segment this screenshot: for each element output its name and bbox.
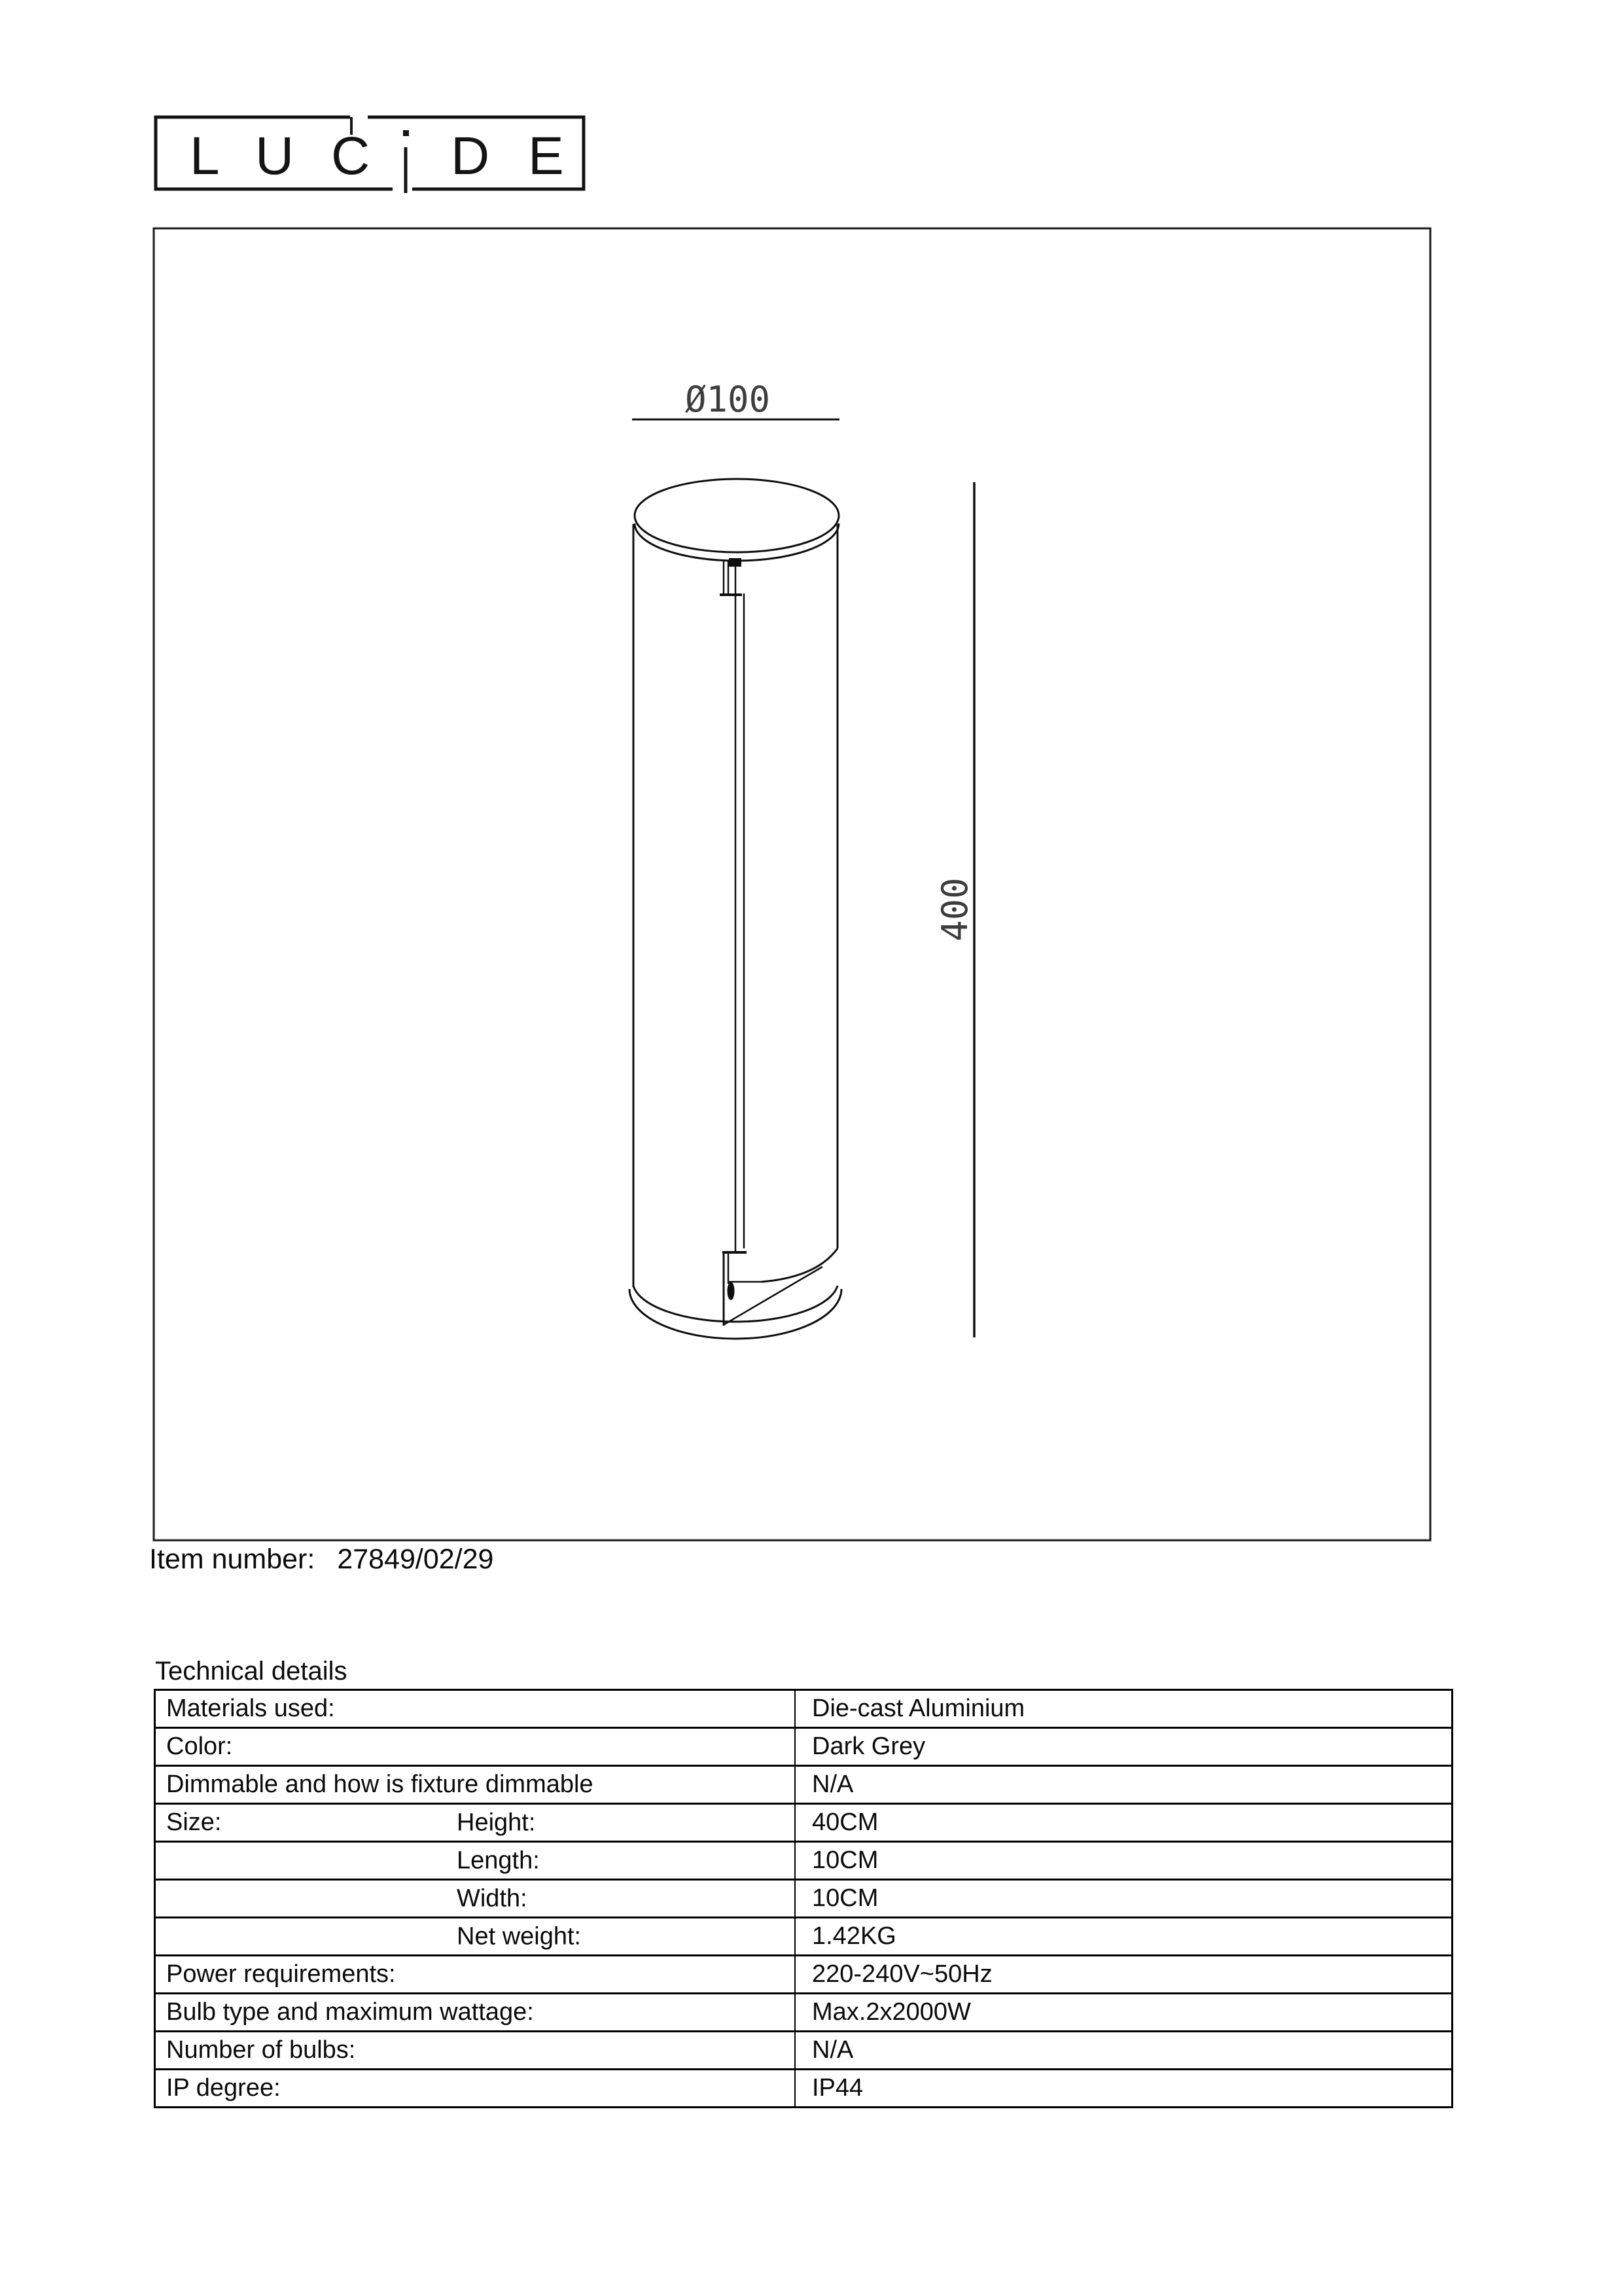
logo-letter-u: U	[255, 126, 294, 186]
row-label	[156, 1922, 166, 1950]
row-label: Materials used:	[166, 1695, 335, 1722]
table-row	[155, 1728, 1453, 1766]
cutaway-back-rim-curve	[762, 1248, 837, 1282]
table-row	[155, 1766, 1453, 1804]
row-sublabel: Width:	[457, 1884, 527, 1912]
height-dimension-label: 400	[934, 877, 976, 942]
row-value: Dark Grey	[795, 1728, 1453, 1766]
logo-letter-c: C	[331, 126, 370, 186]
item-number-value: 27849/02/29	[337, 1544, 494, 1575]
row-value: 40CM	[795, 1804, 1453, 1842]
row-label: IP degree:	[166, 2074, 281, 2102]
table-row	[155, 1880, 1453, 1918]
item-number-line	[149, 1543, 493, 1576]
table-row	[155, 1842, 1453, 1880]
row-sublabel: Length:	[457, 1846, 540, 1874]
table-row	[155, 1690, 1453, 1728]
row-label: Dimmable and how is fixture dimmable	[166, 1771, 593, 1798]
dimension-annotations	[632, 379, 976, 1337]
row-label: Number of bulbs:	[166, 2036, 356, 2064]
row-value: Die-cast Aluminium	[795, 1690, 1453, 1728]
row-label: Bulb type and maximum wattage:	[166, 1998, 534, 2026]
logo-letter-d: D	[451, 126, 490, 186]
row-label: Size:	[166, 1809, 222, 1836]
base-plate-bottom-arc	[629, 1289, 841, 1339]
table-row	[155, 1918, 1453, 1956]
cylinder-bottom-rim-arc	[633, 1286, 837, 1322]
table-row	[155, 2032, 1453, 2070]
table-row	[155, 2070, 1453, 2108]
table-row	[155, 1994, 1453, 2032]
row-label: Color:	[166, 1733, 233, 1760]
row-label	[156, 1884, 166, 1912]
table-row	[155, 1956, 1453, 1994]
row-value: 10CM	[795, 1880, 1453, 1918]
diameter-dimension-label: Ø100	[684, 379, 771, 420]
seam-bottom-hook	[728, 1282, 735, 1300]
row-value: 220-240V~50Hz	[795, 1956, 1453, 1994]
row-label: Power requirements:	[166, 1960, 396, 1988]
logo-letters	[190, 126, 564, 186]
item-number-label: Item number:	[149, 1544, 315, 1575]
row-value: IP44	[795, 2070, 1453, 2108]
row-value: N/A	[795, 2032, 1453, 2070]
row-sublabel: Net weight:	[457, 1922, 582, 1950]
cylinder-top-cap-ellipse	[635, 479, 839, 552]
cylinder-drawing	[629, 479, 841, 1339]
cutaway-diagonal	[724, 1267, 822, 1324]
table-row	[155, 1804, 1453, 1842]
seam-top-block	[729, 558, 741, 567]
technical-details-table	[154, 1689, 1453, 2108]
logo-letter-i-dot	[403, 130, 409, 136]
row-value: Max.2x2000W	[795, 1994, 1453, 2032]
logo-letter-e: E	[528, 126, 564, 186]
row-sublabel: Height:	[457, 1809, 536, 1836]
technical-details-heading: Technical details	[155, 1657, 347, 1686]
row-value: 10CM	[795, 1842, 1453, 1880]
logo-letter-l: L	[190, 126, 220, 186]
row-value: 1.42KG	[795, 1918, 1453, 1956]
row-label	[156, 1846, 166, 1874]
row-value: N/A	[795, 1766, 1453, 1804]
drawing-frame	[154, 228, 1430, 1540]
